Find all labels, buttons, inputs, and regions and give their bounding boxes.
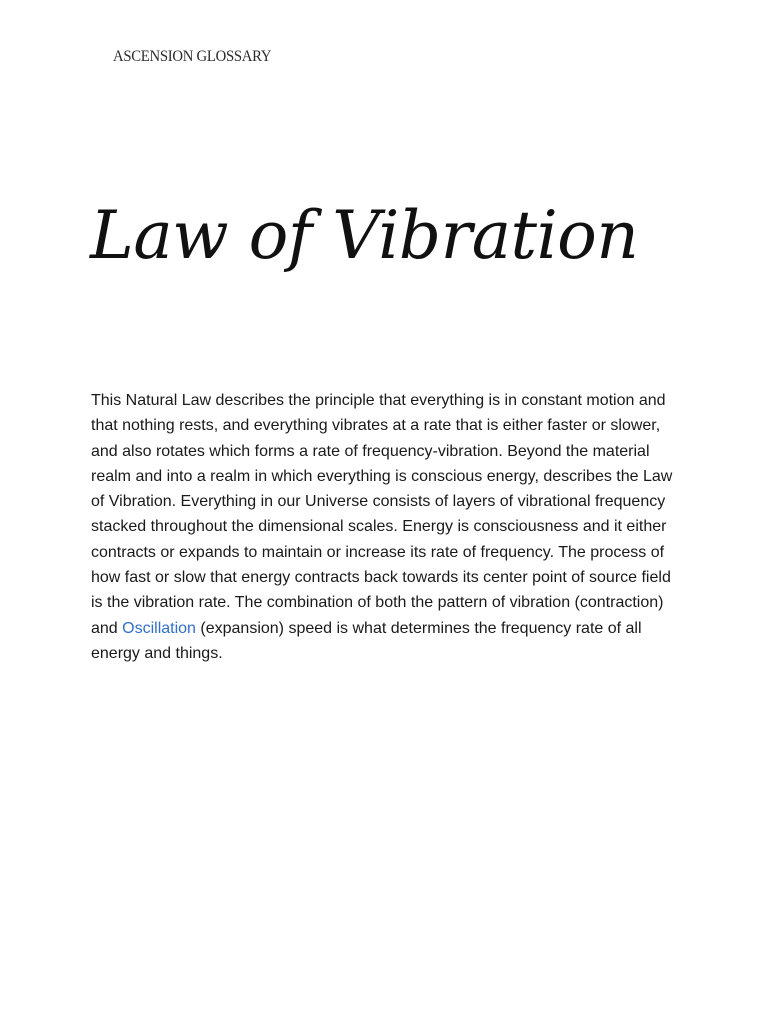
article-body	[91, 388, 685, 666]
article-body-text-end: (expansion) speed is what determines the frequency rate of all energy and things.	[91, 619, 642, 662]
oscillation-link[interactable]: Oscillation	[122, 619, 196, 637]
site-title-link[interactable]: ASCENSION GLOSSARY	[113, 48, 272, 65]
article-body-text-start: This Natural Law describes the principle that everything is in constant motion and that nothing rests, and everything vibrates at a rate that is either faster or slower, and also rotates which forms a rate of frequency-vibration. Beyond the material realm and into a realm in which everything is conscious energy, describes the Law of Vibration. Everything in our Universe consists of layers of vibrational frequency stacked throughout the dimensional scales. Energy is consciousness and it either contracts or expands to maintain or increase its rate of frequency. The process of how fast or slow that energy contracts back towards its center point of source field is the vibration rate. The combination of both the pattern of vibration (contraction) and	[91, 392, 673, 637]
page-title: Law of Vibration	[90, 197, 639, 274]
